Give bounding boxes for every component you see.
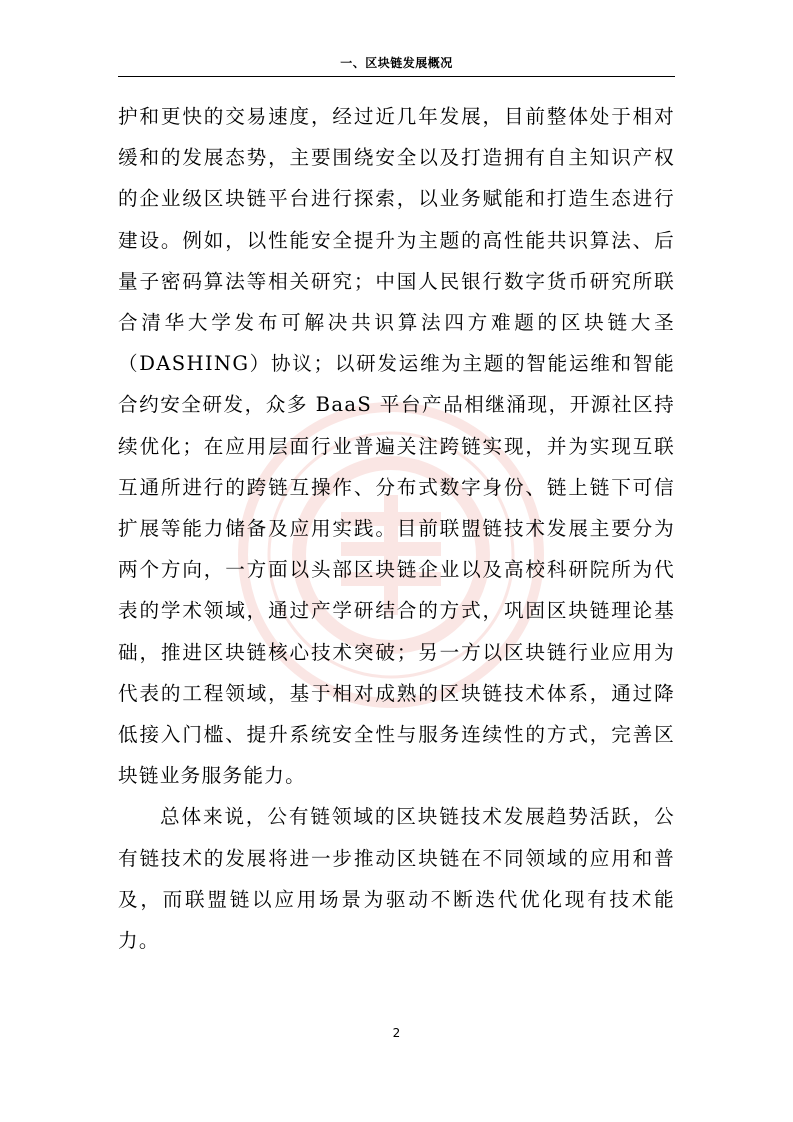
paragraph-2: 总体来说，公有链领域的区块链技术发展趋势活跃，公有链技术的发展将进一步推动区块链在不同领域的应用和普及，而联盟链以应用场景为驱动不断迭代优化现有技术能力。 [118,805,675,953]
page-number: 2 [392,1026,401,1040]
body-text [118,96,675,961]
header-title: 一、区块链发展概况 [340,56,453,70]
page-header [118,54,675,77]
paragraph-1: 护和更快的交易速度，经过近几年发展，目前整体处于相对缓和的发展态势，主要围绕安全以及打造拥有自主知识产权的企业级区块链平台进行探索，以业务赋能和打造生态进行建设。例如，以性能安全提升为主题的高性能共识算法、后量子密码算法等相关研究；中国人民银行数字货币研究所联合清华大学发布可解决共识算法四方难题的区块链大圣（DASHING）协议；以研发运维为主题的智能运维和智能合约安全研发，众多 BaaS 平台产品相继涌现，开源社区持续优化；在应用层面行业普遍关注跨链实现，并为实现互联互通所进行的跨链互操作、分布式数字身份、链上链下可信扩展等能力储备及应用实践。目前联盟链技术发展主要分为两个方向，一方面以头部区块链企业以及高校科研院所为代表的学术领域，通过产学研结合的方式，巩固区块链理论基础，推进区块链核心技术突破；另一方以区块链行业应用为代表的工程领域，基于相对成熟的区块链技术体系，通过降低接入门槛、提升系统安全性与服务连续性的方式，完善区块链业务服务能力。 [118,105,675,788]
